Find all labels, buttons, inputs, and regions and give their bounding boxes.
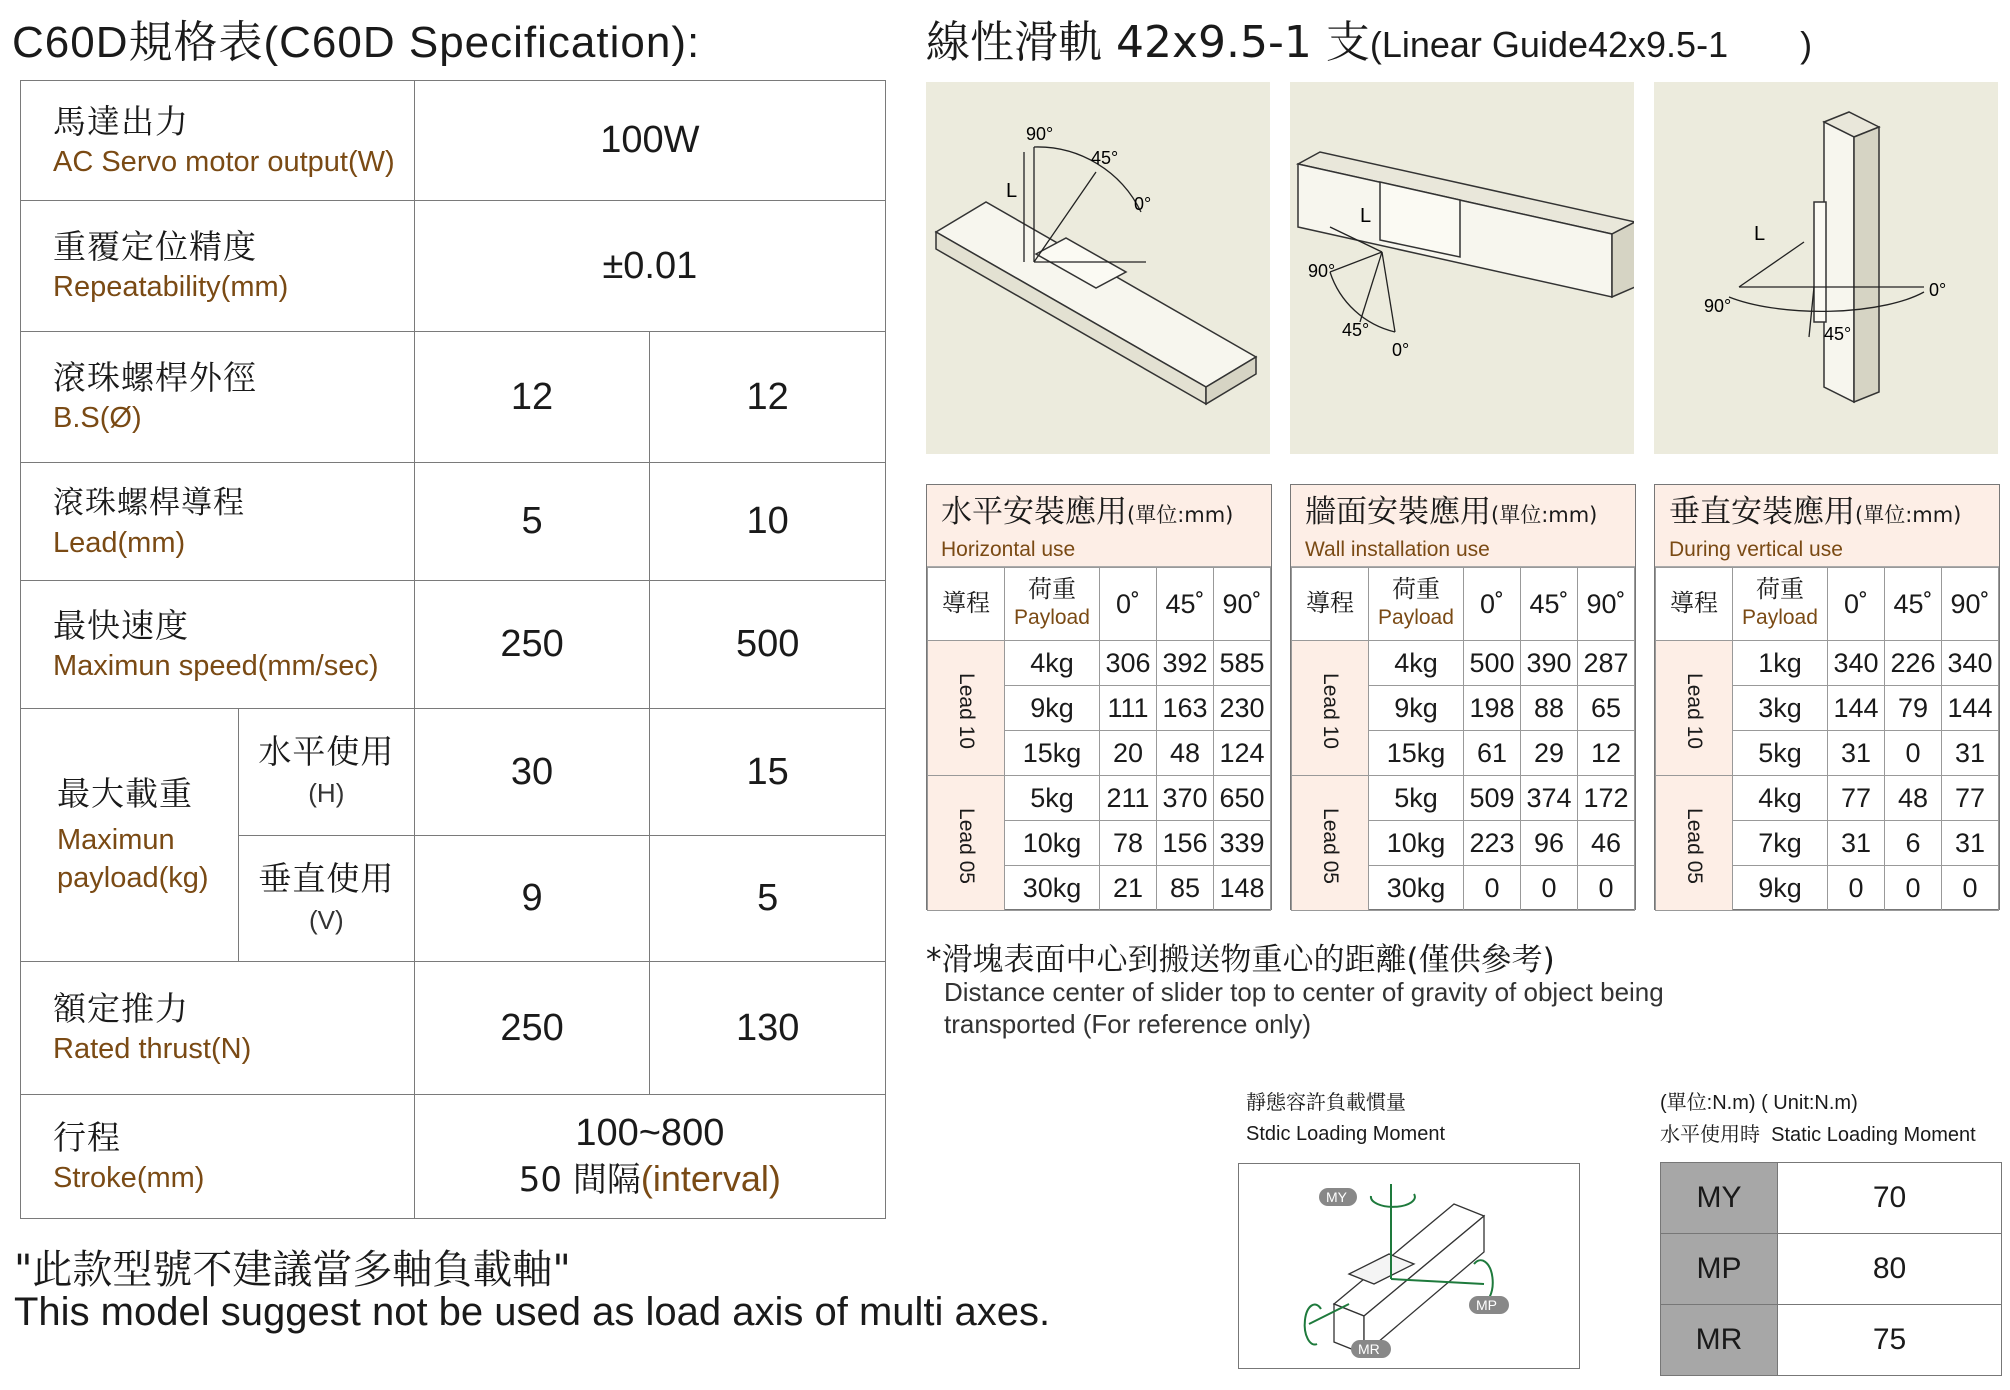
load-table-cell: 31 [1828,821,1885,866]
spec-row-repeatability [21,201,886,332]
load-table-cell: 370 [1157,776,1214,821]
load-table-cell: 198 [1464,686,1521,731]
moment-axis-my: MY [1326,1189,1347,1205]
thrust-label-zh: 額定推力 [53,989,189,1028]
thrust-value-1: 250 [414,962,650,1095]
angle-column-header: 0˚ [1828,568,1885,641]
linear-guide-title-main: 線性滑軌 42x9.5-1 支 [926,17,1370,68]
load-table-title [1305,485,1635,538]
stroke-label-en: Stroke(mm) [53,1161,205,1194]
moment-axis-mp: MP [1476,1297,1497,1313]
payload-h-zh: 水平使用 [258,732,395,771]
lead-group-label: Lead 10 [1682,672,1706,749]
warning-zh: "此款型號不建議當多軸負載軸" [14,1247,571,1293]
load-table-row [928,641,1271,686]
load-table-cell: 5kg [1004,776,1099,821]
distance-note-en-line1: Distance center of slider top to center of gravity of object being [944,977,1664,1007]
load-table-cell: 223 [1464,821,1521,866]
load-table-head-row [1656,568,1999,641]
spec-title: C60D規格表(C60D Specification): [12,18,701,67]
load-table-grid [1655,567,1999,911]
load-table-vertical [1654,484,2000,910]
load-table-cell: 10kg [1368,821,1463,866]
thrust-value-2: 130 [650,962,886,1095]
load-table-cell: 31 [1942,821,1999,866]
load-table-cell: 374 [1521,776,1578,821]
angle-column-header: 45˚ [1885,568,1942,641]
load-table-cell: 163 [1157,686,1214,731]
load-table-cell: 21 [1100,866,1157,911]
bs-label-zh: 滾珠螺桿外徑 [53,358,257,397]
load-table-cell: 77 [1828,776,1885,821]
load-table-head-row [1292,568,1635,641]
v-angle-0: 0° [1929,280,1947,300]
load-table-header [1291,485,1635,567]
angle-column-header: 90˚ [1578,568,1635,641]
h-angle-0: 0° [1134,194,1152,214]
load-table-cell: 48 [1885,776,1942,821]
lead-column-header: 導程 [1656,568,1733,641]
payload-header-en: Payload [1742,606,1818,629]
w-angle-0: 0° [1392,340,1410,360]
linear-guide-title [926,6,1812,70]
load-table-cell: 4kg [1732,776,1827,821]
load-table-cell: 61 [1464,731,1521,776]
bs-label-en: B.S(Ø) [53,402,142,434]
load-table-cell: 5kg [1732,731,1827,776]
moment-title-zh: 靜態容許負載慣量 [1246,1092,1406,1114]
load-table-subtitle: Wall installation use [1305,538,1490,561]
diagram-wall [1290,82,1634,454]
load-table-cell: 4kg [1368,641,1463,686]
bs-value-1: 12 [414,332,650,463]
load-table-cell: 7kg [1732,821,1827,866]
spec-table [20,80,886,1219]
load-table-title-zh: 水平安裝應用 [941,494,1127,530]
load-table-cell: 96 [1521,821,1578,866]
load-table-cell: 0 [1521,866,1578,911]
load-table-cell: 124 [1214,731,1271,776]
payload-column-header [1732,568,1827,641]
moment-value: 80 [1778,1234,2002,1305]
v-angle-45: 45° [1824,324,1852,344]
load-table-horizontal [926,484,1272,910]
spec-row-thrust [21,962,886,1095]
payload-header-zh: 荷重 [1391,576,1440,603]
spec-row-payload-h [21,709,886,836]
moment-value: 70 [1778,1163,2002,1234]
spec-row-lead [21,463,886,581]
moment-row [1661,1305,2002,1376]
angle-column-header: 90˚ [1942,568,1999,641]
lead-group-label: Lead 10 [954,672,978,749]
load-table-row [1656,776,1999,821]
load-table-cell: 6 [1885,821,1942,866]
payload-header-zh: 荷重 [1027,576,1076,603]
load-table-cell: 30kg [1368,866,1463,911]
load-table-cell: 172 [1578,776,1635,821]
load-table-subtitle: During vertical use [1669,538,1843,561]
lead-value-1: 5 [414,463,650,581]
moment-row [1661,1163,2002,1234]
warning-en: This model suggest not be used as load axis of multi axes. [14,1290,1051,1334]
moment-row [1661,1234,2002,1305]
load-table-unit: (單位:mm) [1855,503,1962,527]
moment-unit: (單位:N.m) ( Unit:N.m) [1660,1092,1858,1114]
load-table-cell: 509 [1464,776,1521,821]
moment-title-en: Stdic Loading Moment [1246,1123,1446,1145]
load-table-cell: 500 [1464,641,1521,686]
moment-unit-block [1660,1088,1976,1151]
payload-label-en1: Maximun [57,824,175,856]
load-table-subtitle: Horizontal use [941,538,1076,561]
load-table-cell: 287 [1578,641,1635,686]
load-table-cell: 10kg [1004,821,1099,866]
lead-group-cell [1292,641,1369,776]
load-table-title [1669,485,1999,538]
load-table-grid [927,567,1271,911]
lead-group-label: Lead 10 [1318,672,1342,749]
moment-label [1660,1119,1976,1151]
load-table-cell: 85 [1157,866,1214,911]
stroke-label-zh: 行程 [53,1117,121,1157]
load-table-cell: 585 [1214,641,1271,686]
load-table-cell: 226 [1885,641,1942,686]
load-table-cell: 230 [1214,686,1271,731]
v-angle-90: 90° [1704,296,1732,316]
repeat-label-zh: 重覆定位精度 [53,227,257,266]
load-table-title-zh: 垂直安裝應用 [1669,494,1855,530]
moment-axis-mr: MR [1358,1341,1380,1357]
load-table-cell: 156 [1157,821,1214,866]
payload-v-en: (V) [308,904,344,935]
lead-group-cell [928,776,1005,911]
load-table-head-row [928,568,1271,641]
load-table-cell: 77 [1942,776,1999,821]
load-table-cell: 78 [1100,821,1157,866]
thrust-label-en: Rated thrust(N) [53,1033,252,1065]
load-table-cell: 79 [1885,686,1942,731]
load-table-wall [1290,484,1636,910]
angle-column-header: 0˚ [1100,568,1157,641]
lead-group-label: Lead 05 [1682,807,1706,884]
angle-column-header: 0˚ [1464,568,1521,641]
load-table-cell: 48 [1157,731,1214,776]
load-table-cell: 211 [1100,776,1157,821]
load-table-row [928,776,1271,821]
load-table-cell: 15kg [1004,731,1099,776]
lead-group-cell [1656,776,1733,911]
w-angle-45: 45° [1342,320,1370,340]
load-table-cell: 0 [1942,866,1999,911]
speed-value-2: 500 [650,581,886,709]
distance-note-en-line2: transported (For reference only) [944,1009,1312,1039]
load-table-cell: 340 [1828,641,1885,686]
lead-column-header: 導程 [928,568,1005,641]
load-table-unit: (單位:mm) [1127,503,1234,527]
lead-group-label: Lead 05 [1318,807,1342,884]
load-table-cell: 0 [1578,866,1635,911]
load-table-cell: 144 [1828,686,1885,731]
motor-value: 100W [414,81,885,201]
payload-header-zh: 荷重 [1755,576,1804,603]
h-angle-90: 90° [1026,124,1054,144]
load-table-cell: 9kg [1732,866,1827,911]
load-table-cell: 0 [1464,866,1521,911]
wall-install-drawing [1290,82,1634,454]
load-table-row [1656,641,1999,686]
load-table-cell: 3kg [1732,686,1827,731]
spec-row-bs [21,332,886,463]
load-table-cell: 0 [1828,866,1885,911]
load-table-cell: 5kg [1368,776,1463,821]
stroke-interval [415,1156,885,1203]
payload-column-header [1004,568,1099,641]
lead-group-cell [1656,641,1733,776]
payload-h-value-1: 30 [414,709,650,836]
payload-header-en: Payload [1014,606,1090,629]
horizontal-install-drawing [926,82,1270,454]
lead-column-header: 導程 [1292,568,1369,641]
load-table-cell: 390 [1521,641,1578,686]
spec-row-motor [21,81,886,201]
distance-note-zh: *滑塊表面中心到搬送物重心的距離(僅供參考) [926,942,1555,978]
load-table-row [1292,641,1635,686]
load-table-cell: 15kg [1368,731,1463,776]
v-length-label: L [1754,223,1766,245]
payload-header-en: Payload [1378,606,1454,629]
speed-label-zh: 最快速度 [53,605,189,645]
lead-group-label: Lead 05 [954,807,978,884]
moment-key: MP [1661,1234,1778,1305]
diagram-horizontal [926,82,1270,454]
load-table-cell: 4kg [1004,641,1099,686]
payload-h-en: (H) [308,778,345,808]
stroke-interval-en: (interval) [640,1158,781,1199]
motor-label-zh: 馬達出力 [53,101,189,141]
spec-row-speed [21,581,886,709]
payload-v-value-1: 9 [414,836,650,962]
payload-v-zh: 垂直使用 [258,858,395,898]
moment-label-zh: 水平使用時 [1660,1122,1760,1146]
load-table-cell: 46 [1578,821,1635,866]
moment-drawing [1239,1164,1579,1368]
stroke-range: 100~800 [575,1112,725,1154]
load-table-cell: 340 [1942,641,1999,686]
payload-h-value-2: 15 [650,709,886,836]
w-length-label: L [1360,205,1372,227]
load-table-title [941,485,1271,538]
speed-label-en: Maximun speed(mm/sec) [53,649,379,682]
load-table-title-zh: 牆面安裝應用 [1305,494,1491,530]
lead-value-2: 10 [650,463,886,581]
angle-column-header: 90˚ [1214,568,1271,641]
load-table-cell: 0 [1885,866,1942,911]
bs-value-2: 12 [650,332,886,463]
load-table-cell: 65 [1578,686,1635,731]
moment-diagram [1238,1163,1580,1369]
angle-column-header: 45˚ [1157,568,1214,641]
w-angle-90: 90° [1308,261,1336,281]
speed-value-1: 250 [414,581,650,709]
load-table-cell: 12 [1578,731,1635,776]
load-table-cell: 1kg [1732,641,1827,686]
load-table-row [1292,776,1635,821]
h-angle-45: 45° [1091,148,1119,168]
load-table-header [1655,485,1999,567]
load-table-cell: 31 [1942,731,1999,776]
lead-label-en: Lead(mm) [53,526,186,559]
load-table-cell: 306 [1100,641,1157,686]
payload-v-value-2: 5 [650,836,886,962]
moment-key: MY [1661,1163,1778,1234]
load-table-cell: 339 [1214,821,1271,866]
load-table-cell: 144 [1942,686,1999,731]
load-table-cell: 30kg [1004,866,1099,911]
load-table-cell: 9kg [1368,686,1463,731]
load-table-unit: (單位:mm) [1491,503,1598,527]
vertical-install-drawing [1654,82,1998,454]
distance-note-en [944,976,1844,1040]
lead-label-zh: 滾珠螺桿導程 [53,484,245,521]
lead-group-cell [928,641,1005,776]
load-table-cell: 9kg [1004,686,1099,731]
load-table-cell: 650 [1214,776,1271,821]
spec-row-stroke [21,1095,886,1219]
moment-value: 75 [1778,1305,2002,1376]
motor-label-en: AC Servo motor output(W) [53,145,395,178]
payload-label-en2: payload(kg) [57,862,209,894]
load-table-cell: 392 [1157,641,1214,686]
diagram-vertical [1654,82,1998,454]
payload-label-zh: 最大載重 [57,774,193,813]
payload-column-header [1368,568,1463,641]
lead-group-cell [1292,776,1369,911]
load-table-cell: 88 [1521,686,1578,731]
moment-title [1246,1088,1445,1150]
load-table-cell: 148 [1214,866,1271,911]
repeat-value: ±0.01 [414,201,885,332]
repeat-label-en: Repeatability(mm) [53,271,289,303]
load-table-cell: 29 [1521,731,1578,776]
moment-key: MR [1661,1305,1778,1376]
moment-table [1660,1162,2002,1376]
stroke-interval-zh: 50 間隔 [518,1160,641,1200]
load-table-cell: 20 [1100,731,1157,776]
load-table-grid [1291,567,1635,911]
load-table-cell: 0 [1885,731,1942,776]
load-table-header [927,485,1271,567]
angle-column-header: 45˚ [1521,568,1578,641]
load-table-cell: 31 [1828,731,1885,776]
h-length-label: L [1006,180,1018,202]
linear-guide-title-paren: (Linear Guide42x9.5-1 ) [1369,24,1813,65]
load-table-cell: 111 [1100,686,1157,731]
moment-label-en: Static Loading Moment [1771,1124,1976,1146]
